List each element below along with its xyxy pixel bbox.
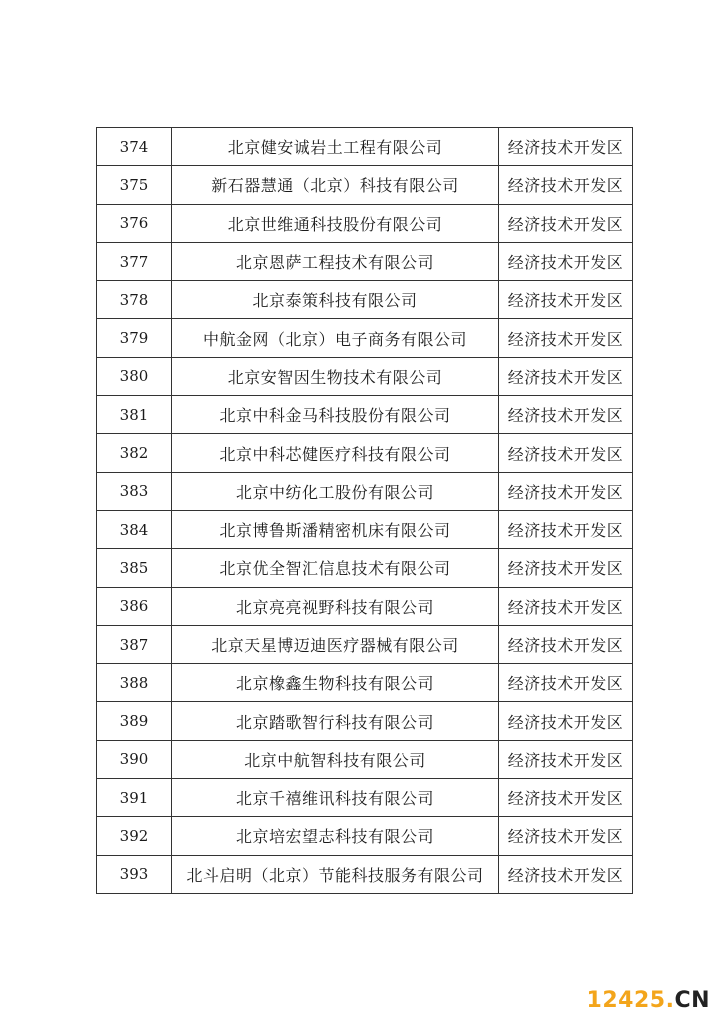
company-name: 北京中科芯健医疗科技有限公司 bbox=[172, 434, 499, 472]
table-row bbox=[97, 281, 633, 319]
company-list-table bbox=[96, 127, 633, 894]
row-number: 392 bbox=[97, 817, 172, 855]
district: 经济技术开发区 bbox=[499, 204, 633, 242]
district: 经济技术开发区 bbox=[499, 128, 633, 166]
company-name: 北京世维通科技股份有限公司 bbox=[172, 204, 499, 242]
company-name: 北京培宏望志科技有限公司 bbox=[172, 817, 499, 855]
table-row bbox=[97, 510, 633, 548]
table-row bbox=[97, 242, 633, 280]
district: 经济技术开发区 bbox=[499, 625, 633, 663]
district: 经济技术开发区 bbox=[499, 281, 633, 319]
row-number: 389 bbox=[97, 702, 172, 740]
row-number: 384 bbox=[97, 510, 172, 548]
row-number: 378 bbox=[97, 281, 172, 319]
district: 经济技术开发区 bbox=[499, 549, 633, 587]
table-row bbox=[97, 472, 633, 510]
row-number: 381 bbox=[97, 396, 172, 434]
table-row bbox=[97, 587, 633, 625]
company-name: 北京橡鑫生物科技有限公司 bbox=[172, 664, 499, 702]
district: 经济技术开发区 bbox=[499, 357, 633, 395]
row-number: 383 bbox=[97, 472, 172, 510]
company-name: 北京踏歌智行科技有限公司 bbox=[172, 702, 499, 740]
company-name: 北京千禧维讯科技有限公司 bbox=[172, 779, 499, 817]
table-row bbox=[97, 319, 633, 357]
row-number: 385 bbox=[97, 549, 172, 587]
company-name: 北京中航智科技有限公司 bbox=[172, 740, 499, 778]
company-list-body bbox=[97, 128, 633, 894]
table-row bbox=[97, 779, 633, 817]
company-name: 北京泰策科技有限公司 bbox=[172, 281, 499, 319]
company-name: 北京中纺化工股份有限公司 bbox=[172, 472, 499, 510]
table-row bbox=[97, 664, 633, 702]
row-number: 375 bbox=[97, 166, 172, 204]
district: 经济技术开发区 bbox=[499, 855, 633, 893]
row-number: 382 bbox=[97, 434, 172, 472]
district: 经济技术开发区 bbox=[499, 779, 633, 817]
company-name: 中航金网（北京）电子商务有限公司 bbox=[172, 319, 499, 357]
company-name: 北京安智因生物技术有限公司 bbox=[172, 357, 499, 395]
company-name: 北斗启明（北京）节能科技服务有限公司 bbox=[172, 855, 499, 893]
watermark-dot: . bbox=[665, 988, 675, 1013]
table-row bbox=[97, 128, 633, 166]
table-row bbox=[97, 166, 633, 204]
company-name: 北京优全智汇信息技术有限公司 bbox=[172, 549, 499, 587]
company-name: 北京亮亮视野科技有限公司 bbox=[172, 587, 499, 625]
table-row bbox=[97, 817, 633, 855]
row-number: 391 bbox=[97, 779, 172, 817]
row-number: 388 bbox=[97, 664, 172, 702]
table-row bbox=[97, 396, 633, 434]
district: 经济技术开发区 bbox=[499, 434, 633, 472]
table-row bbox=[97, 625, 633, 663]
company-name: 北京健安诚岩土工程有限公司 bbox=[172, 128, 499, 166]
watermark-digits: 12425 bbox=[586, 988, 666, 1013]
row-number: 376 bbox=[97, 204, 172, 242]
district: 经济技术开发区 bbox=[499, 817, 633, 855]
company-name: 北京天星博迈迪医疗器械有限公司 bbox=[172, 625, 499, 663]
row-number: 380 bbox=[97, 357, 172, 395]
company-name: 北京中科金马科技股份有限公司 bbox=[172, 396, 499, 434]
row-number: 374 bbox=[97, 128, 172, 166]
district: 经济技术开发区 bbox=[499, 166, 633, 204]
district: 经济技术开发区 bbox=[499, 702, 633, 740]
row-number: 386 bbox=[97, 587, 172, 625]
row-number: 393 bbox=[97, 855, 172, 893]
row-number: 379 bbox=[97, 319, 172, 357]
watermark-tld: CN bbox=[674, 988, 710, 1013]
district: 经济技术开发区 bbox=[499, 472, 633, 510]
district: 经济技术开发区 bbox=[499, 664, 633, 702]
row-number: 377 bbox=[97, 242, 172, 280]
table-row bbox=[97, 855, 633, 893]
row-number: 387 bbox=[97, 625, 172, 663]
district: 经济技术开发区 bbox=[499, 396, 633, 434]
district: 经济技术开发区 bbox=[499, 242, 633, 280]
company-name: 新石器慧通（北京）科技有限公司 bbox=[172, 166, 499, 204]
table-row bbox=[97, 204, 633, 242]
company-name: 北京博鲁斯潘精密机床有限公司 bbox=[172, 510, 499, 548]
table-row bbox=[97, 549, 633, 587]
district: 经济技术开发区 bbox=[499, 740, 633, 778]
row-number: 390 bbox=[97, 740, 172, 778]
table-row bbox=[97, 357, 633, 395]
site-watermark-logo bbox=[587, 988, 710, 1013]
district: 经济技术开发区 bbox=[499, 587, 633, 625]
company-name: 北京恩萨工程技术有限公司 bbox=[172, 242, 499, 280]
district: 经济技术开发区 bbox=[499, 510, 633, 548]
table-row bbox=[97, 740, 633, 778]
table-row bbox=[97, 702, 633, 740]
table-row bbox=[97, 434, 633, 472]
district: 经济技术开发区 bbox=[499, 319, 633, 357]
